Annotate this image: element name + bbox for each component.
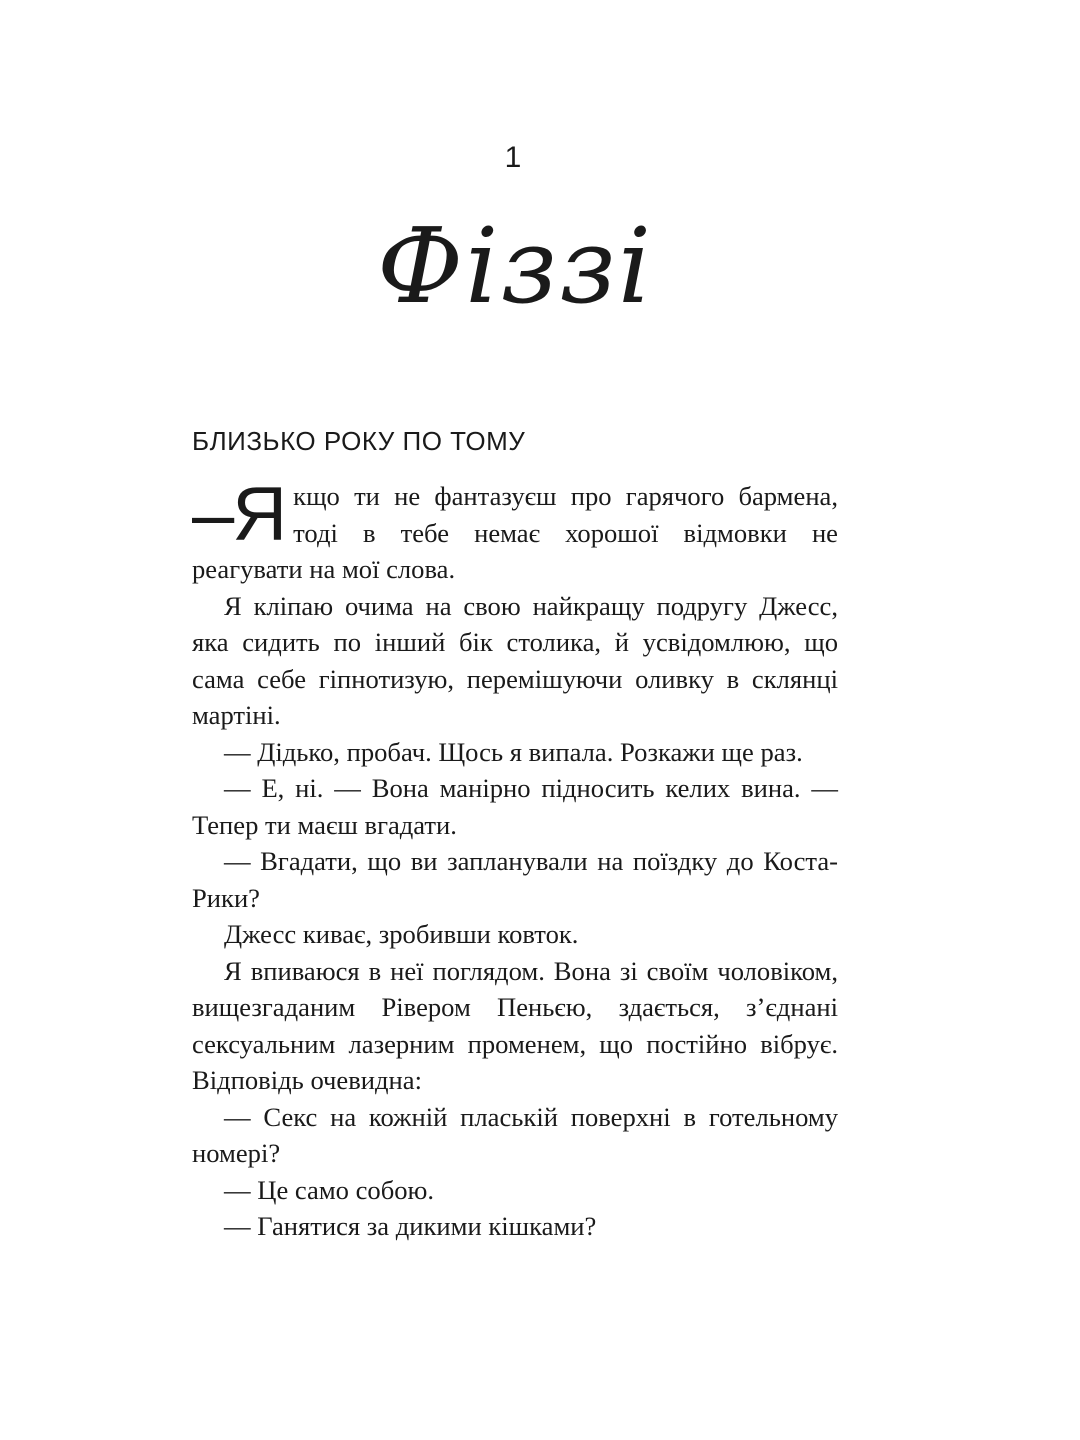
paragraph-3: — Дідько, пробач. Щось я випала. Розкажи ще раз. <box>224 736 803 767</box>
section-subheading: БЛИЗЬКО РОКУ ПО ТОМУ <box>192 426 526 456</box>
paragraph-8: — Секс на кожній плаській поверхні в готельному номері? <box>192 1101 838 1168</box>
paragraph-6: Джесс киває, зробивши ковток. <box>224 919 579 949</box>
paragraph-2: Я кліпаю очима на свою найкращу подругу Джесс, яка сидить по інший бік столика, й усвідомлюю, що сама себе гіпнотизую, перемішуючи оливку в склянці мартіні. <box>192 590 838 730</box>
chapter-number: 1 <box>504 141 522 174</box>
paragraph-1-text: кщо ти не фантазуєш про гарячого бармена, тоді в тебе немає хорошої відмовки не реагувати на мої слова. <box>192 481 838 584</box>
paragraph-5: — Вгадати, що ви запланували на поїздку до Коста-Рики? <box>192 846 838 913</box>
drop-cap: –Я <box>192 472 286 557</box>
paragraph-7: Я впиваюся в неї поглядом. Вона зі своїм чоловіком, вищезгаданим Рівером Пеньєю, здається, з’єднані сексуальним лазерним променем, що постійно вібрує. Відповідь очевидна: <box>192 955 838 1095</box>
paragraph-1 <box>192 472 838 588</box>
body-text <box>192 472 838 1245</box>
chapter-title: Фіззі <box>376 205 654 327</box>
paragraph-9: — Це само собою. <box>224 1174 435 1205</box>
paragraph-4: — Е, ні. — Вона манірно підносить келих вина. — Тепер ти маєш вгадати. <box>192 773 838 840</box>
paragraph-10: — Ганятися за дикими кішками? <box>224 1211 597 1241</box>
